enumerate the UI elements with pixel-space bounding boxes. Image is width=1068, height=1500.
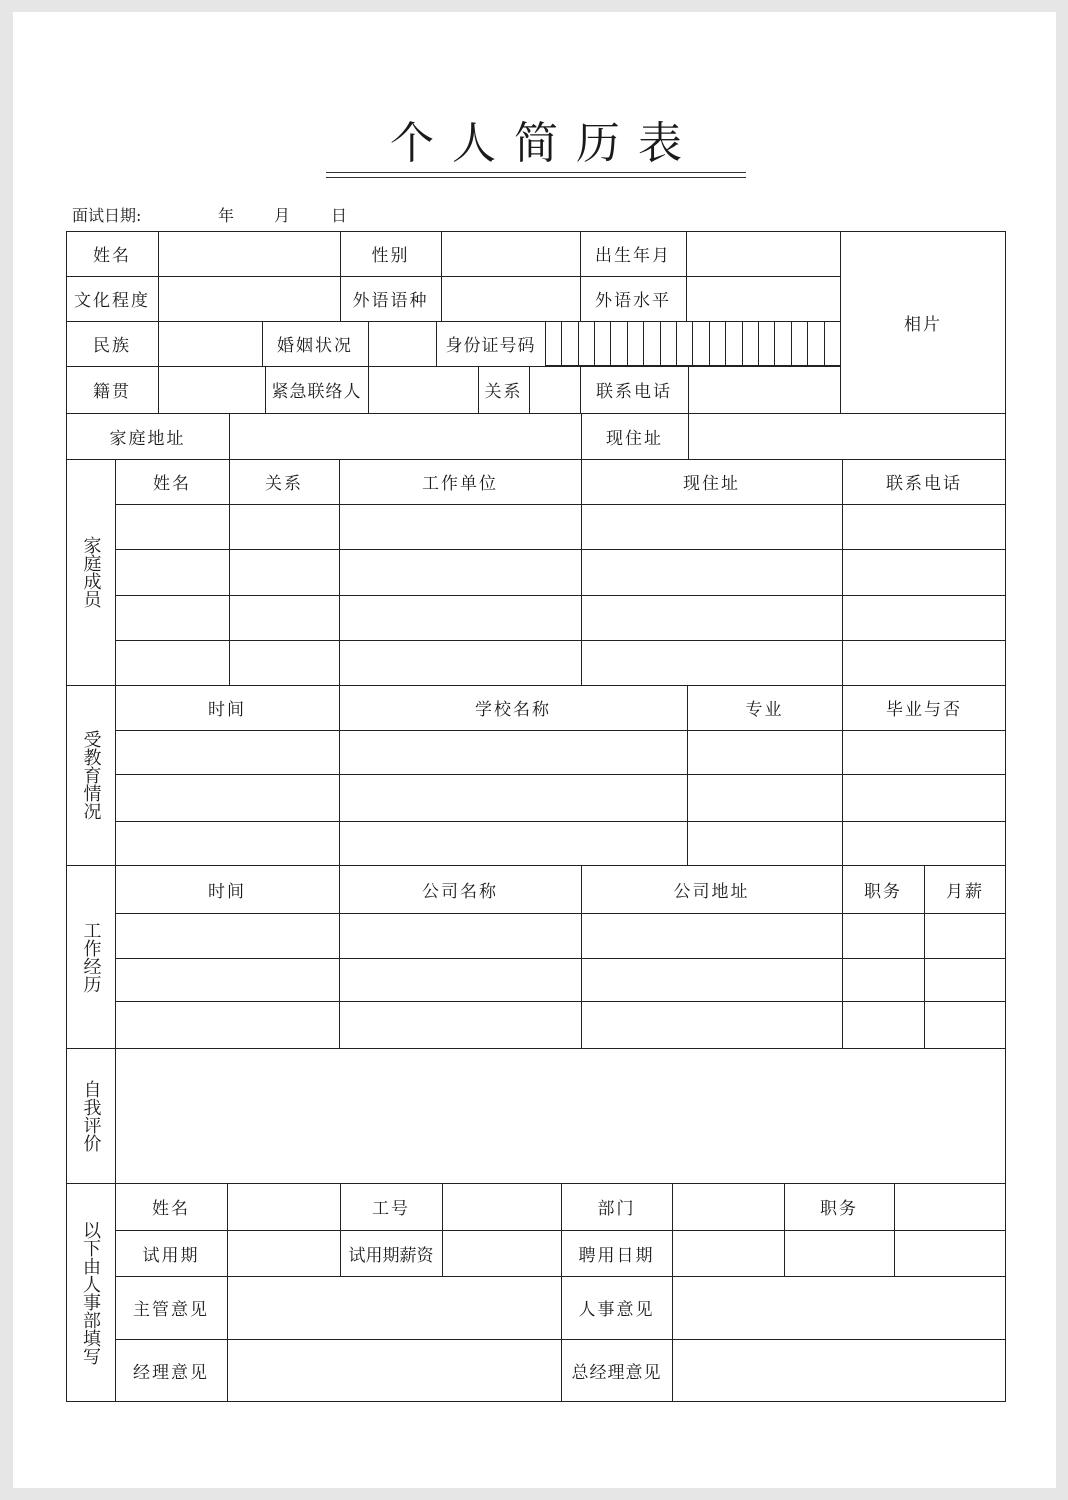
section-education-label: 受教育情况 xyxy=(80,730,102,820)
work-header-salary: 月薪 xyxy=(946,881,984,902)
id-box-divider xyxy=(709,321,710,366)
grid-line xyxy=(115,730,1006,731)
grid-line xyxy=(115,774,1006,775)
id-box-divider xyxy=(758,321,759,366)
id-box-divider xyxy=(725,321,726,366)
grid-line xyxy=(115,504,1006,505)
work-header-company-address: 公司地址 xyxy=(673,881,750,902)
hr-label-supervisor-opinion: 主管意见 xyxy=(133,1300,209,1320)
family-header-phone: 联系电话 xyxy=(886,474,962,494)
grid-line xyxy=(442,1183,443,1276)
family-header-address: 现住址 xyxy=(683,474,740,494)
id-box-divider xyxy=(742,321,743,366)
hr-label-position: 职务 xyxy=(820,1199,858,1219)
grid-line xyxy=(115,595,1006,596)
hr-label-employee-no: 工号 xyxy=(372,1199,410,1219)
label-emergency-contact: 紧急联络人 xyxy=(271,382,362,402)
hr-label-probation: 试用期 xyxy=(142,1245,200,1266)
hr-label-probation-salary: 试用期薪资 xyxy=(348,1245,434,1266)
grid-line xyxy=(115,821,1006,822)
id-box-divider xyxy=(774,321,775,366)
hr-label-hr-opinion: 人事意见 xyxy=(578,1300,655,1320)
grid-line xyxy=(115,958,1006,959)
id-number-boxes[interactable] xyxy=(545,321,840,366)
label-home-address: 家庭地址 xyxy=(109,428,186,449)
edu-header-school: 学校名称 xyxy=(475,700,551,720)
section-work-label: 工作经历 xyxy=(80,920,102,993)
work-header-time: 时间 xyxy=(208,881,246,902)
label-photo: 相片 xyxy=(904,314,942,335)
hr-label-gm-opinion: 总经理意见 xyxy=(571,1363,662,1383)
grid-line xyxy=(441,231,442,321)
label-phone: 联系电话 xyxy=(596,382,672,402)
page-title: 个人简历表 xyxy=(390,118,700,169)
grid-line xyxy=(115,549,1006,550)
family-header-workplace: 工作单位 xyxy=(422,474,498,494)
grid-line xyxy=(368,366,369,413)
id-box-divider xyxy=(627,321,628,366)
interview-date-label: 面试日期: xyxy=(72,206,142,225)
hr-label-department: 部门 xyxy=(597,1199,636,1219)
interview-month-label: 月 xyxy=(274,206,291,225)
label-language: 外语语种 xyxy=(352,291,429,311)
label-id-number: 身份证号码 xyxy=(445,336,536,356)
grid-line xyxy=(688,413,689,459)
title-underline-bottom xyxy=(326,177,746,178)
label-marital: 婚姻状况 xyxy=(277,336,353,356)
id-box-divider xyxy=(578,321,579,366)
hr-label-name: 姓名 xyxy=(152,1199,190,1219)
id-box-divider xyxy=(643,321,644,366)
grid-line xyxy=(368,321,369,366)
grid-line xyxy=(688,366,689,413)
work-header-company: 公司名称 xyxy=(422,881,498,902)
section-self-eval-label: 自我评价 xyxy=(80,1079,102,1152)
label-current-address: 现住址 xyxy=(606,428,663,449)
interview-day-label: 日 xyxy=(331,206,348,225)
id-box-divider xyxy=(594,321,595,366)
interview-year-label: 年 xyxy=(218,206,235,225)
grid-line xyxy=(158,231,159,413)
grid-line xyxy=(66,276,840,277)
label-birth: 出生年月 xyxy=(595,246,671,266)
id-box-divider xyxy=(660,321,661,366)
id-box-divider xyxy=(676,321,677,366)
label-ethnicity: 民族 xyxy=(93,336,131,356)
grid-line xyxy=(115,913,1006,914)
title-underline-top xyxy=(326,172,746,173)
edu-header-major: 专业 xyxy=(745,700,784,720)
id-box-divider xyxy=(610,321,611,366)
hr-label-manager-opinion: 经理意见 xyxy=(133,1363,209,1383)
work-header-position: 职务 xyxy=(864,881,902,902)
id-box-divider xyxy=(692,321,693,366)
label-gender: 性别 xyxy=(371,246,410,266)
grid-line xyxy=(66,1048,1006,1049)
hr-label-hire-date: 聘用日期 xyxy=(578,1245,655,1266)
label-native-place: 籍贯 xyxy=(93,382,131,402)
label-name: 姓名 xyxy=(93,246,131,266)
label-relation: 关系 xyxy=(484,382,523,402)
grid-line xyxy=(229,413,230,459)
grid-line xyxy=(115,640,1006,641)
label-language-level: 外语水平 xyxy=(595,291,671,311)
edu-header-time: 时间 xyxy=(208,700,246,720)
grid-line xyxy=(115,1001,1006,1002)
id-box-divider xyxy=(791,321,792,366)
id-box-divider xyxy=(561,321,562,366)
family-header-name: 姓名 xyxy=(153,474,191,494)
id-box-divider xyxy=(824,321,825,366)
grid-line xyxy=(66,366,840,367)
grid-line xyxy=(227,1183,228,1402)
section-family-label: 家庭成员 xyxy=(80,536,102,608)
label-education: 文化程度 xyxy=(74,291,150,311)
grid-line xyxy=(672,1183,673,1402)
grid-line xyxy=(894,1183,895,1276)
grid-line xyxy=(529,366,530,413)
family-header-relation: 关系 xyxy=(265,474,303,494)
grid-line xyxy=(686,231,687,321)
id-box-divider xyxy=(807,321,808,366)
section-hr-label: 以下由人事部填写 xyxy=(80,1220,101,1365)
edu-header-graduated: 毕业与否 xyxy=(886,700,962,720)
